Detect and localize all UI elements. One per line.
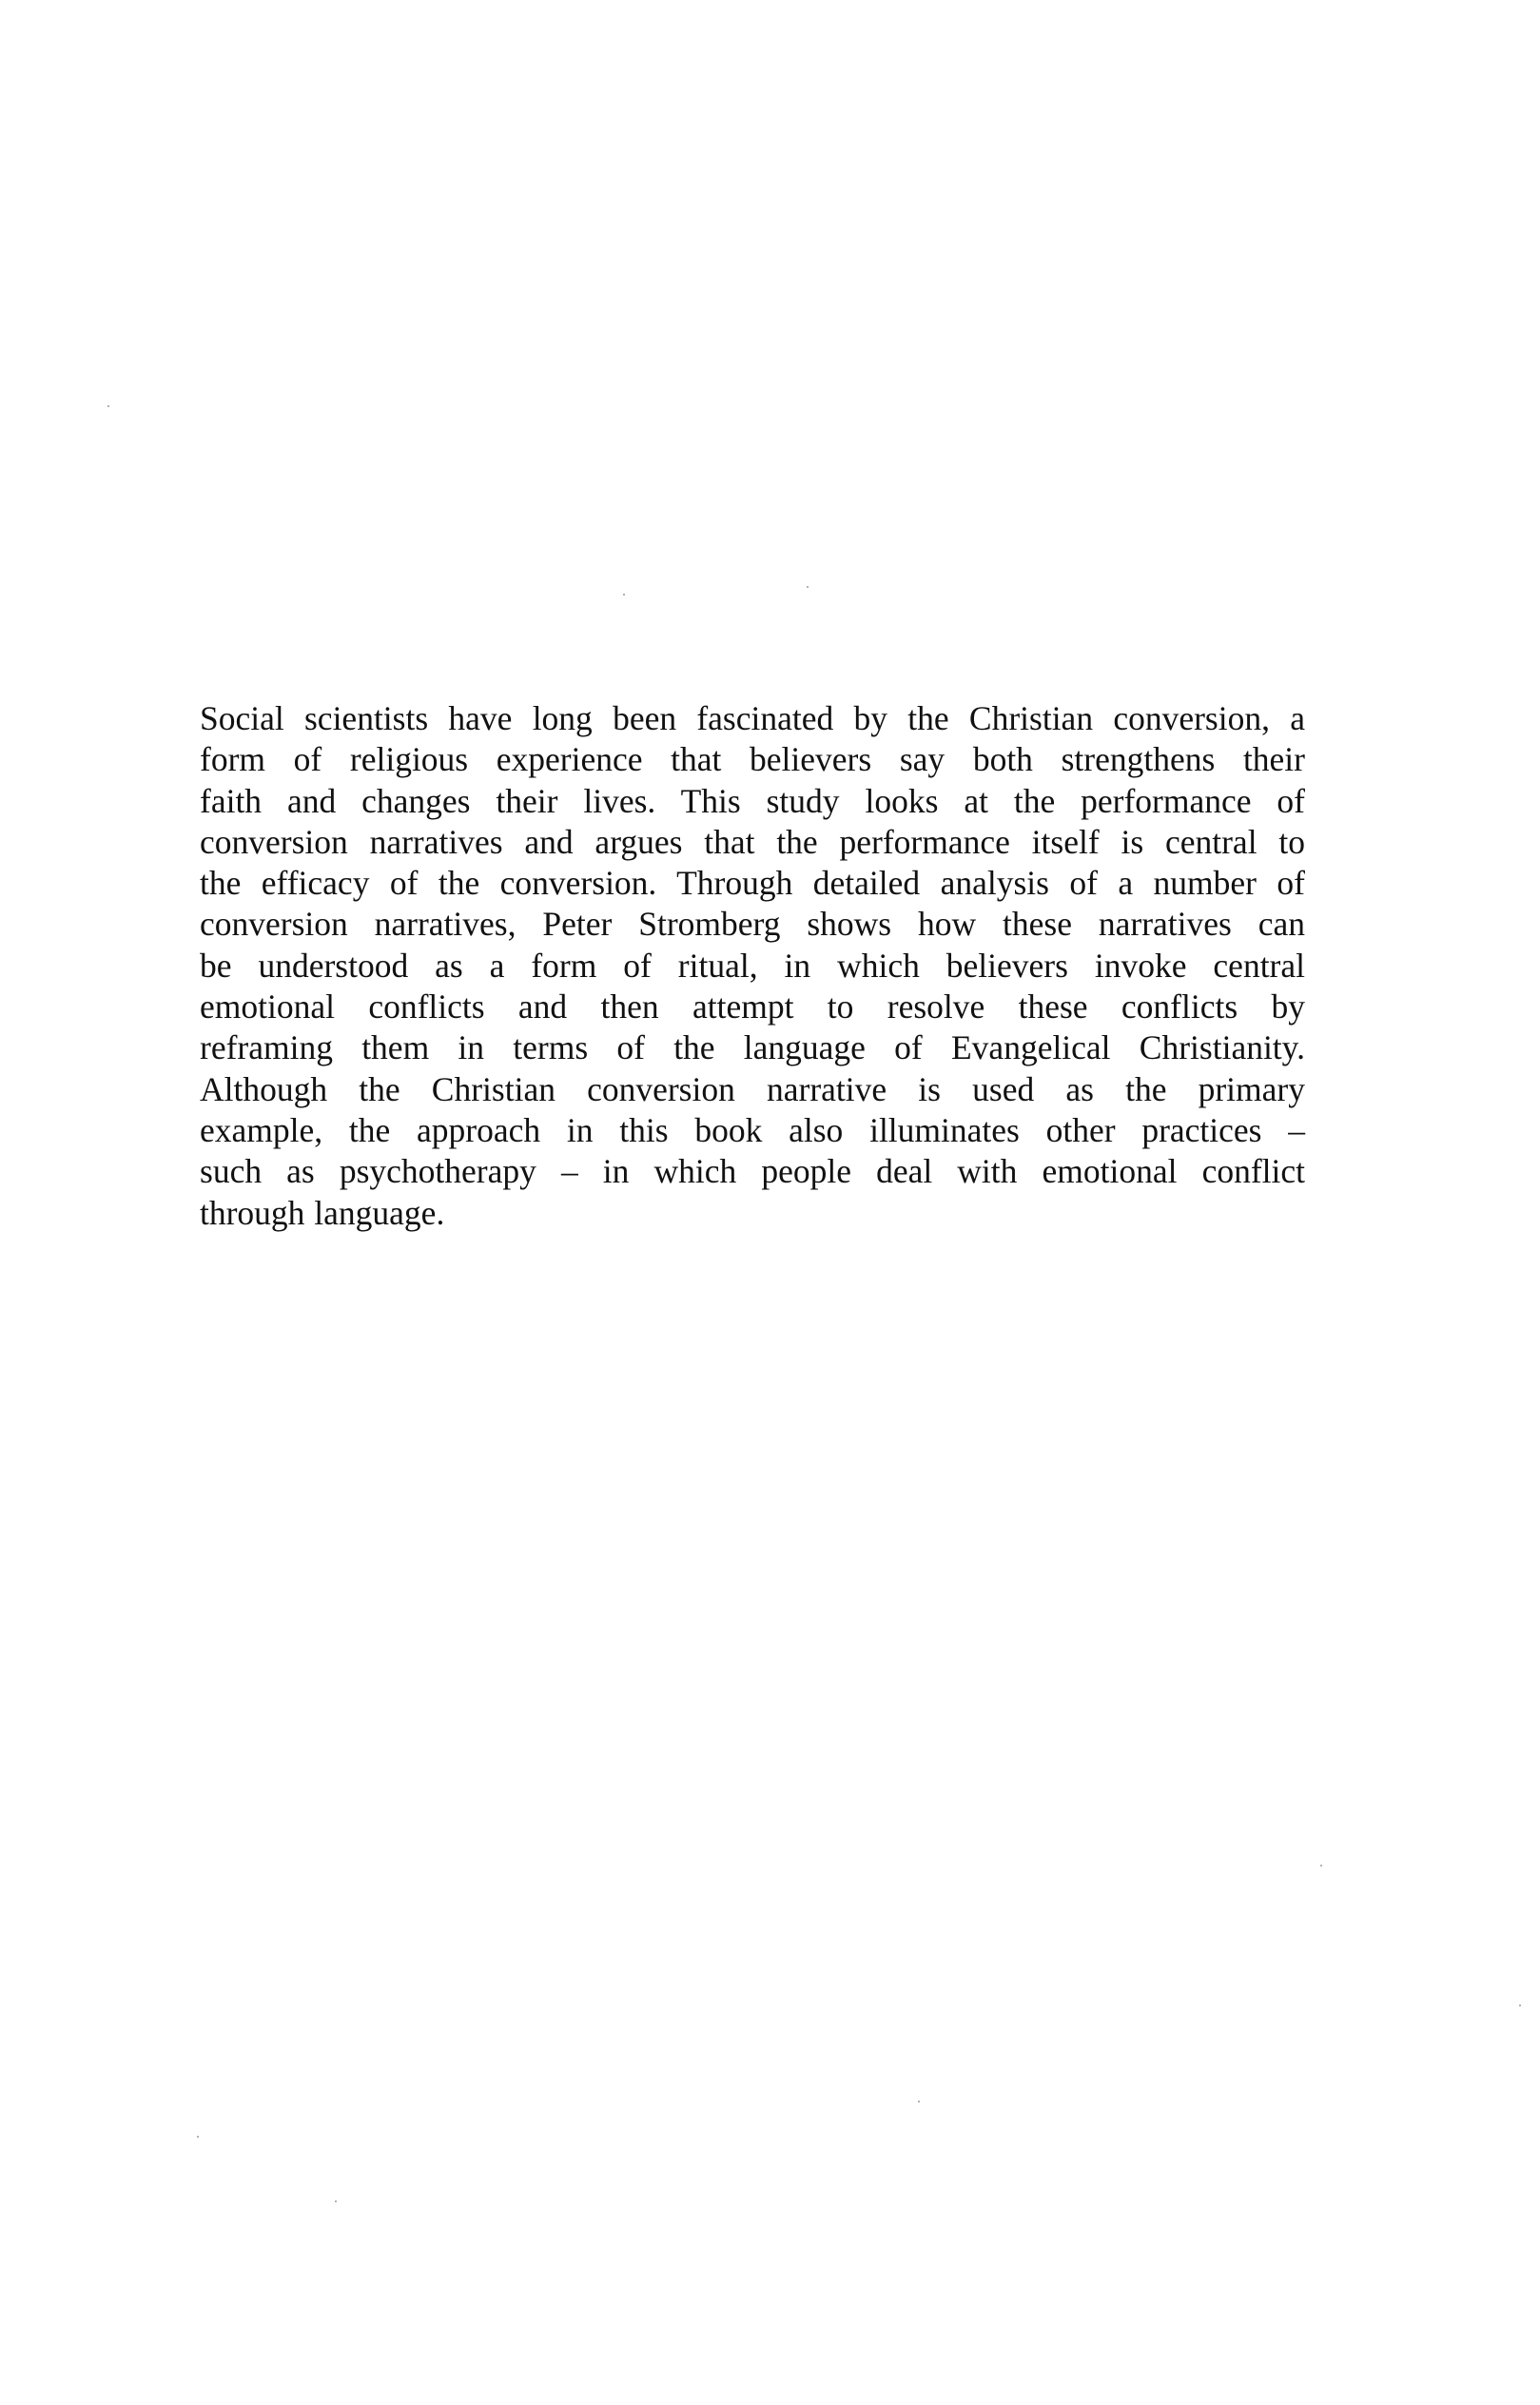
paragraph-line: Social scientists have long been fascinated by the Christian conversion, a — [200, 699, 1305, 737]
scan-speck — [1320, 1865, 1322, 1867]
paragraph-line: be understood as a form of ritual, in which believers invoke central — [200, 946, 1305, 985]
paragraph-line: faith and changes their lives. This study looks at the performance of — [200, 781, 1305, 820]
scan-speck — [335, 2200, 337, 2202]
scan-speck — [918, 2101, 920, 2102]
description-paragraph — [200, 698, 1305, 1234]
paragraph-line: such as psychotherapy – in which people deal with emotional conflict — [200, 1152, 1305, 1191]
paragraph-line: reframing them in terms of the language of Evangelical Christianity. — [200, 1028, 1305, 1067]
paragraph-line: conversion narratives, Peter Stromberg shows how these narratives can — [200, 905, 1305, 944]
scan-speck — [807, 586, 809, 588]
paragraph-line: the efficacy of the conversion. Through detailed analysis of a number of — [200, 864, 1305, 903]
scan-speck — [623, 594, 625, 596]
paragraph-line: conversion narratives and argues that the performance itself is central to — [200, 822, 1305, 861]
paragraph-line: through language. — [200, 1193, 445, 1232]
paragraph-line: form of religious experience that believers say both strengthens their — [200, 740, 1305, 779]
paragraph-line: emotional conflicts and then attempt to resolve these conflicts by — [200, 987, 1305, 1027]
paragraph-line: Although the Christian conversion narrative is used as the primary — [200, 1069, 1305, 1108]
scan-speck — [107, 405, 109, 407]
scan-speck — [1519, 2004, 1521, 2006]
paragraph-line: example, the approach in this book also illuminates other practices – — [200, 1110, 1305, 1149]
scan-speck — [197, 2136, 199, 2138]
